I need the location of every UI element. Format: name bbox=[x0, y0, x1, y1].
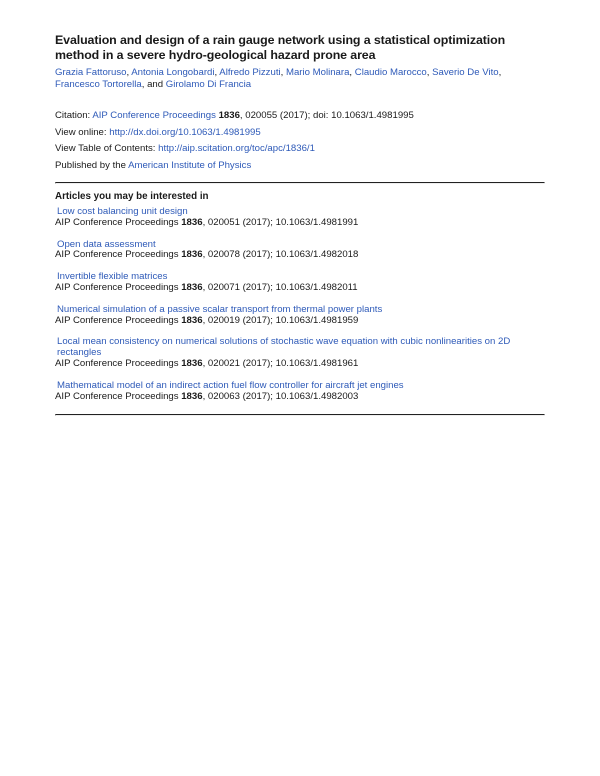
related-article-link[interactable]: Mathematical model of an indirect action fuel flow controller for aircraft jet engines bbox=[57, 379, 404, 391]
related-articles-list bbox=[55, 207, 545, 402]
related-articles-heading: Articles you may be interested in bbox=[55, 191, 209, 202]
publisher-line: Published by the American Institute of Physics bbox=[55, 159, 252, 171]
toc-link[interactable]: http://aip.scitation.org/toc/apc/1836/1 bbox=[158, 143, 315, 154]
journal-link[interactable]: AIP Conference Proceedings bbox=[92, 110, 216, 121]
author-link[interactable]: Grazia Fattoruso bbox=[55, 67, 127, 78]
author-list: Grazia Fattoruso, Antonia Longobardi, Alfredo Pizzuti, Mario Molinara, Claudio Marocco, Saverio De Vito, Francesco Tortorella, and Girolamo Di Francia bbox=[55, 67, 502, 90]
related-article: Low cost balancing unit design AIP Conference Proceedings 1836, 020051 (2017); 10.1063/1.4981991 bbox=[55, 207, 545, 229]
publisher-link[interactable]: American Institute of Physics bbox=[128, 159, 252, 171]
volume-number: 1836 bbox=[218, 110, 240, 121]
related-article: Mathematical model of an indirect action fuel flow controller for aircraft jet engines AIP Conference Proceedings 1836, 020063 (2017); 10.1063/1.4982003 bbox=[55, 381, 545, 403]
author-link[interactable]: Francesco Tortorella bbox=[55, 79, 142, 90]
author-link[interactable]: Mario Molinara bbox=[285, 67, 350, 78]
citation-line: Citation: AIP Conference Proceedings 1836, 020055 (2017); doi: 10.1063/1.4981995 bbox=[55, 110, 414, 121]
divider-bottom bbox=[55, 414, 545, 416]
divider-top bbox=[55, 182, 545, 184]
related-article-link[interactable]: Invertible flexible matrices bbox=[57, 271, 168, 283]
related-article-link[interactable]: Numerical simulation of a passive scalar transport from thermal power plants bbox=[57, 303, 383, 315]
related-article: Invertible flexible matrices AIP Conference Proceedings 1836, 020071 (2017); 10.1063/1.4982011 bbox=[55, 272, 545, 294]
author-link[interactable]: Antonia Longobardi bbox=[131, 67, 215, 78]
view-online-line: View online: http://dx.doi.org/10.1063/1.4981995 bbox=[55, 126, 261, 138]
citation-block bbox=[55, 108, 545, 174]
author-link[interactable]: Claudio Marocco bbox=[354, 67, 427, 78]
related-article: Local mean consistency on numerical solutions of stochastic wave equation with cubic nonlinearities on 2D rectangles AIP Conference Proceedings 1836, 020021 (2017); 10.1063/1.4981961 bbox=[55, 337, 545, 369]
author-link[interactable]: Alfredo Pizzuti bbox=[219, 67, 281, 78]
doi-link[interactable]: http://dx.doi.org/10.1063/1.4981995 bbox=[109, 126, 261, 138]
related-article: Open data assessment AIP Conference Proceedings 1836, 020078 (2017); 10.1063/1.4982018 bbox=[55, 240, 545, 262]
toc-line: View Table of Contents: http://aip.scitation.org/toc/apc/1836/1 bbox=[55, 143, 315, 154]
related-article: Numerical simulation of a passive scalar transport from thermal power plants AIP Conference Proceedings 1836, 020019 (2017); 10.1063/1.4981959 bbox=[55, 305, 545, 327]
paper-title: Evaluation and design of a rain gauge network using a statistical optimization method in a severe hydro-geological hazard prone area bbox=[55, 33, 506, 62]
related-article-link[interactable]: Low cost balancing unit design bbox=[57, 206, 188, 217]
related-article-link[interactable]: Local mean consistency on numerical solutions of stochastic wave equation with cubic nonlinearities on 2D rectangles bbox=[57, 336, 511, 359]
cover-page bbox=[55, 33, 545, 416]
related-article-link[interactable]: Open data assessment bbox=[57, 238, 156, 250]
author-link[interactable]: Saverio De Vito bbox=[432, 67, 499, 78]
author-link[interactable]: Girolamo Di Francia bbox=[165, 79, 252, 90]
